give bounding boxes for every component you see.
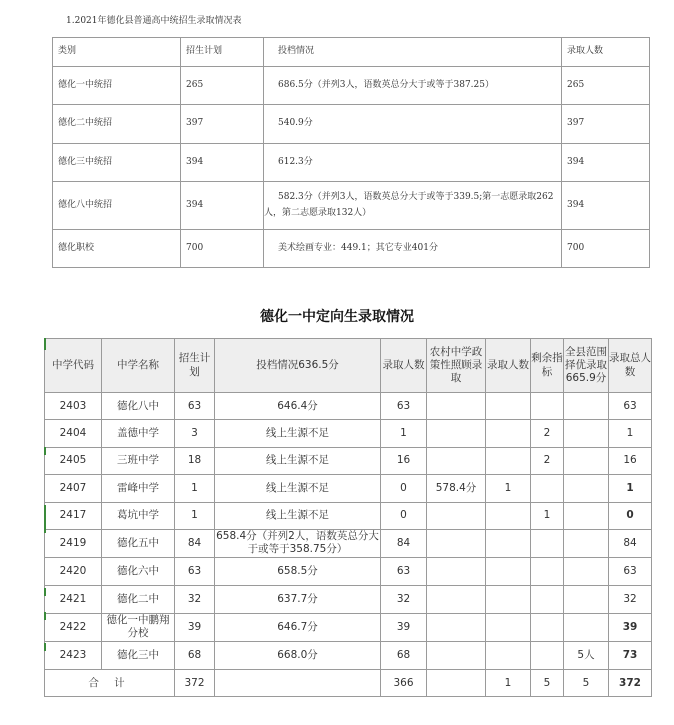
table-row xyxy=(45,529,652,557)
header-result: 投档情况 xyxy=(264,38,562,67)
edge-mark xyxy=(44,588,46,596)
admitted2-cell xyxy=(486,393,531,420)
plan-cell: 394 xyxy=(181,182,264,230)
remaining-cell: 1 xyxy=(531,502,564,529)
admitted-cell: 394 xyxy=(562,182,650,230)
edge-mark xyxy=(44,447,46,455)
score-cell: 线上生源不足 xyxy=(215,447,381,474)
code-cell: 2407 xyxy=(45,475,102,502)
name-cell: 德化八中 xyxy=(102,393,175,420)
score-cell: 线上生源不足 xyxy=(215,420,381,447)
score-cell: 646.4分 xyxy=(215,393,381,420)
table2-title: 德化一中定向生录取情况 xyxy=(260,309,414,325)
table2-header-row xyxy=(45,339,652,393)
code-cell: 2404 xyxy=(45,420,102,447)
table2-directed-admission xyxy=(44,338,652,697)
table1-caption: 1.2021年德化县普通高中统招生录取情况表 xyxy=(66,16,242,26)
plan-cell: 63 xyxy=(175,557,215,585)
edge-mark xyxy=(44,505,46,533)
total-cell: 63 xyxy=(609,557,652,585)
rural-cell xyxy=(427,585,486,613)
rural-cell: 578.4分 xyxy=(427,475,486,502)
result-cell: 612.3分 xyxy=(264,144,562,182)
score-cell: 线上生源不足 xyxy=(215,502,381,529)
header-total: 录取总人数 xyxy=(609,339,652,393)
summary-admitted: 366 xyxy=(381,669,427,696)
code-cell: 2419 xyxy=(45,529,102,557)
admitted2-cell xyxy=(486,447,531,474)
admitted-cell: 84 xyxy=(381,529,427,557)
total-cell: 32 xyxy=(609,585,652,613)
admitted2-cell xyxy=(486,585,531,613)
code-cell: 2422 xyxy=(45,613,102,641)
edge-mark xyxy=(44,612,46,620)
admitted2-cell xyxy=(486,613,531,641)
summary-score xyxy=(215,669,381,696)
header-code: 中学代码 xyxy=(45,339,102,393)
header-admitted: 录取人数 xyxy=(562,38,650,67)
table-row xyxy=(53,144,650,182)
total-cell: 0 xyxy=(609,502,652,529)
total-cell: 73 xyxy=(609,641,652,669)
table-row xyxy=(45,502,652,529)
plan-cell: 18 xyxy=(175,447,215,474)
code-cell: 2403 xyxy=(45,393,102,420)
remaining-cell xyxy=(531,641,564,669)
name-cell: 雷峰中学 xyxy=(102,475,175,502)
remaining-cell xyxy=(531,529,564,557)
name-cell: 德化五中 xyxy=(102,529,175,557)
table-row xyxy=(45,420,652,447)
result-cell: 美术绘画专业：449.1；其它专业401分 xyxy=(264,230,562,268)
category-cell: 德化一中统招 xyxy=(53,67,181,105)
admitted2-cell xyxy=(486,529,531,557)
name-cell: 德化一中鹏翔分校 xyxy=(102,613,175,641)
county-cell xyxy=(564,502,609,529)
code-cell: 2421 xyxy=(45,585,102,613)
table-row xyxy=(45,585,652,613)
table-row xyxy=(53,67,650,105)
admitted-cell: 397 xyxy=(562,105,650,144)
rural-cell xyxy=(427,420,486,447)
name-cell: 德化六中 xyxy=(102,557,175,585)
county-cell xyxy=(564,557,609,585)
admitted-cell: 394 xyxy=(562,144,650,182)
table-row xyxy=(45,447,652,474)
county-cell: 5人 xyxy=(564,641,609,669)
header-county: 全县范围择优录取665.9分 xyxy=(564,339,609,393)
summary-admitted2: 1 xyxy=(486,669,531,696)
plan-cell: 39 xyxy=(175,613,215,641)
table-row xyxy=(45,641,652,669)
name-cell: 三班中学 xyxy=(102,447,175,474)
summary-plan: 372 xyxy=(175,669,215,696)
admitted2-cell: 1 xyxy=(486,475,531,502)
summary-county: 5 xyxy=(564,669,609,696)
total-cell: 1 xyxy=(609,420,652,447)
result-cell xyxy=(264,182,562,230)
admitted-cell: 68 xyxy=(381,641,427,669)
total-cell: 63 xyxy=(609,393,652,420)
rural-cell xyxy=(427,393,486,420)
remaining-cell xyxy=(531,475,564,502)
score-cell: 658.4分（并列2人，语数英总分大于或等于358.75分） xyxy=(216,530,379,556)
category-cell: 德化二中统招 xyxy=(53,105,181,144)
total-cell: 39 xyxy=(609,613,652,641)
county-cell xyxy=(564,585,609,613)
table-row xyxy=(53,105,650,144)
header-plan: 招生计划 xyxy=(175,339,215,393)
rural-cell xyxy=(427,557,486,585)
remaining-cell xyxy=(531,613,564,641)
table-row xyxy=(45,393,652,420)
county-cell xyxy=(564,529,609,557)
plan-cell: 397 xyxy=(181,105,264,144)
summary-rural xyxy=(427,669,486,696)
admitted-cell: 265 xyxy=(562,67,650,105)
rural-cell xyxy=(427,613,486,641)
table1-header-row xyxy=(53,38,650,67)
header-admitted: 录取人数 xyxy=(381,339,427,393)
plan-cell: 1 xyxy=(175,502,215,529)
category-cell: 德化八中统招 xyxy=(53,182,181,230)
plan-cell: 265 xyxy=(181,67,264,105)
plan-cell: 68 xyxy=(175,641,215,669)
remaining-cell: 2 xyxy=(531,447,564,474)
admitted-cell: 0 xyxy=(381,475,427,502)
summary-row xyxy=(45,669,652,696)
county-cell xyxy=(564,447,609,474)
admitted2-cell xyxy=(486,420,531,447)
header-rural: 农村中学政策性照顾录取 xyxy=(427,339,486,393)
plan-cell: 700 xyxy=(181,230,264,268)
header-admitted2: 录取人数 xyxy=(486,339,531,393)
plan-cell: 394 xyxy=(181,144,264,182)
result-line-2: 人，第二志愿录取132人） xyxy=(264,207,372,218)
plan-cell: 1 xyxy=(175,475,215,502)
header-name: 中学名称 xyxy=(102,339,175,393)
table-row xyxy=(45,613,652,641)
admitted-cell: 1 xyxy=(381,420,427,447)
admitted-cell: 0 xyxy=(381,502,427,529)
category-cell: 德化三中统招 xyxy=(53,144,181,182)
category-cell: 德化职校 xyxy=(53,230,181,268)
table2-body xyxy=(45,393,652,697)
plan-cell: 84 xyxy=(175,529,215,557)
remaining-cell: 2 xyxy=(531,420,564,447)
admitted-cell: 63 xyxy=(381,557,427,585)
result-cell: 540.9分 xyxy=(264,105,562,144)
edge-mark xyxy=(44,338,46,350)
admitted-cell: 63 xyxy=(381,393,427,420)
table1-admission-summary xyxy=(52,37,650,268)
name-cell: 盖德中学 xyxy=(102,420,175,447)
code-cell: 2417 xyxy=(45,502,102,529)
admitted-cell: 700 xyxy=(562,230,650,268)
score-cell: 线上生源不足 xyxy=(215,475,381,502)
header-score: 投档情况636.5分 xyxy=(215,339,381,393)
rural-cell xyxy=(427,529,486,557)
total-cell: 84 xyxy=(609,529,652,557)
admitted2-cell xyxy=(486,502,531,529)
remaining-cell xyxy=(531,585,564,613)
result-cell: 686.5分（并列3人，语数英总分大于或等于387.25） xyxy=(264,67,562,105)
name-cell: 葛坑中学 xyxy=(102,502,175,529)
score-cell: 668.0分 xyxy=(215,641,381,669)
table-row xyxy=(53,182,650,230)
name-cell: 德化三中 xyxy=(102,641,175,669)
table-row xyxy=(45,557,652,585)
score-cell: 646.7分 xyxy=(215,613,381,641)
total-cell: 1 xyxy=(609,475,652,502)
rural-cell xyxy=(427,447,486,474)
header-plan: 招生计划 xyxy=(181,38,264,67)
summary-label: 合 计 xyxy=(45,669,175,696)
county-cell xyxy=(564,393,609,420)
county-cell xyxy=(564,420,609,447)
total-cell: 16 xyxy=(609,447,652,474)
remaining-cell xyxy=(531,557,564,585)
code-cell: 2423 xyxy=(45,641,102,669)
header-category: 类别 xyxy=(53,38,181,67)
plan-cell: 32 xyxy=(175,585,215,613)
header-remaining: 剩余指标 xyxy=(531,339,564,393)
code-cell: 2405 xyxy=(45,447,102,474)
table-row xyxy=(45,475,652,502)
edge-mark xyxy=(44,643,46,651)
admitted2-cell xyxy=(486,557,531,585)
admitted-cell: 39 xyxy=(381,613,427,641)
plan-cell: 3 xyxy=(175,420,215,447)
county-cell xyxy=(564,613,609,641)
summary-remaining: 5 xyxy=(531,669,564,696)
score-cell: 637.7分 xyxy=(215,585,381,613)
summary-total: 372 xyxy=(609,669,652,696)
table-row xyxy=(53,230,650,268)
county-cell xyxy=(564,475,609,502)
result-line-1: 582.3分（并列3人，语数英总分大于或等于339.5;第一志愿录取262 xyxy=(278,191,554,202)
code-cell: 2420 xyxy=(45,557,102,585)
plan-cell: 63 xyxy=(175,393,215,420)
remaining-cell xyxy=(531,393,564,420)
admitted-cell: 32 xyxy=(381,585,427,613)
rural-cell xyxy=(427,502,486,529)
rural-cell xyxy=(427,641,486,669)
admitted2-cell xyxy=(486,641,531,669)
score-cell: 658.5分 xyxy=(215,557,381,585)
admitted-cell: 16 xyxy=(381,447,427,474)
name-cell: 德化二中 xyxy=(102,585,175,613)
